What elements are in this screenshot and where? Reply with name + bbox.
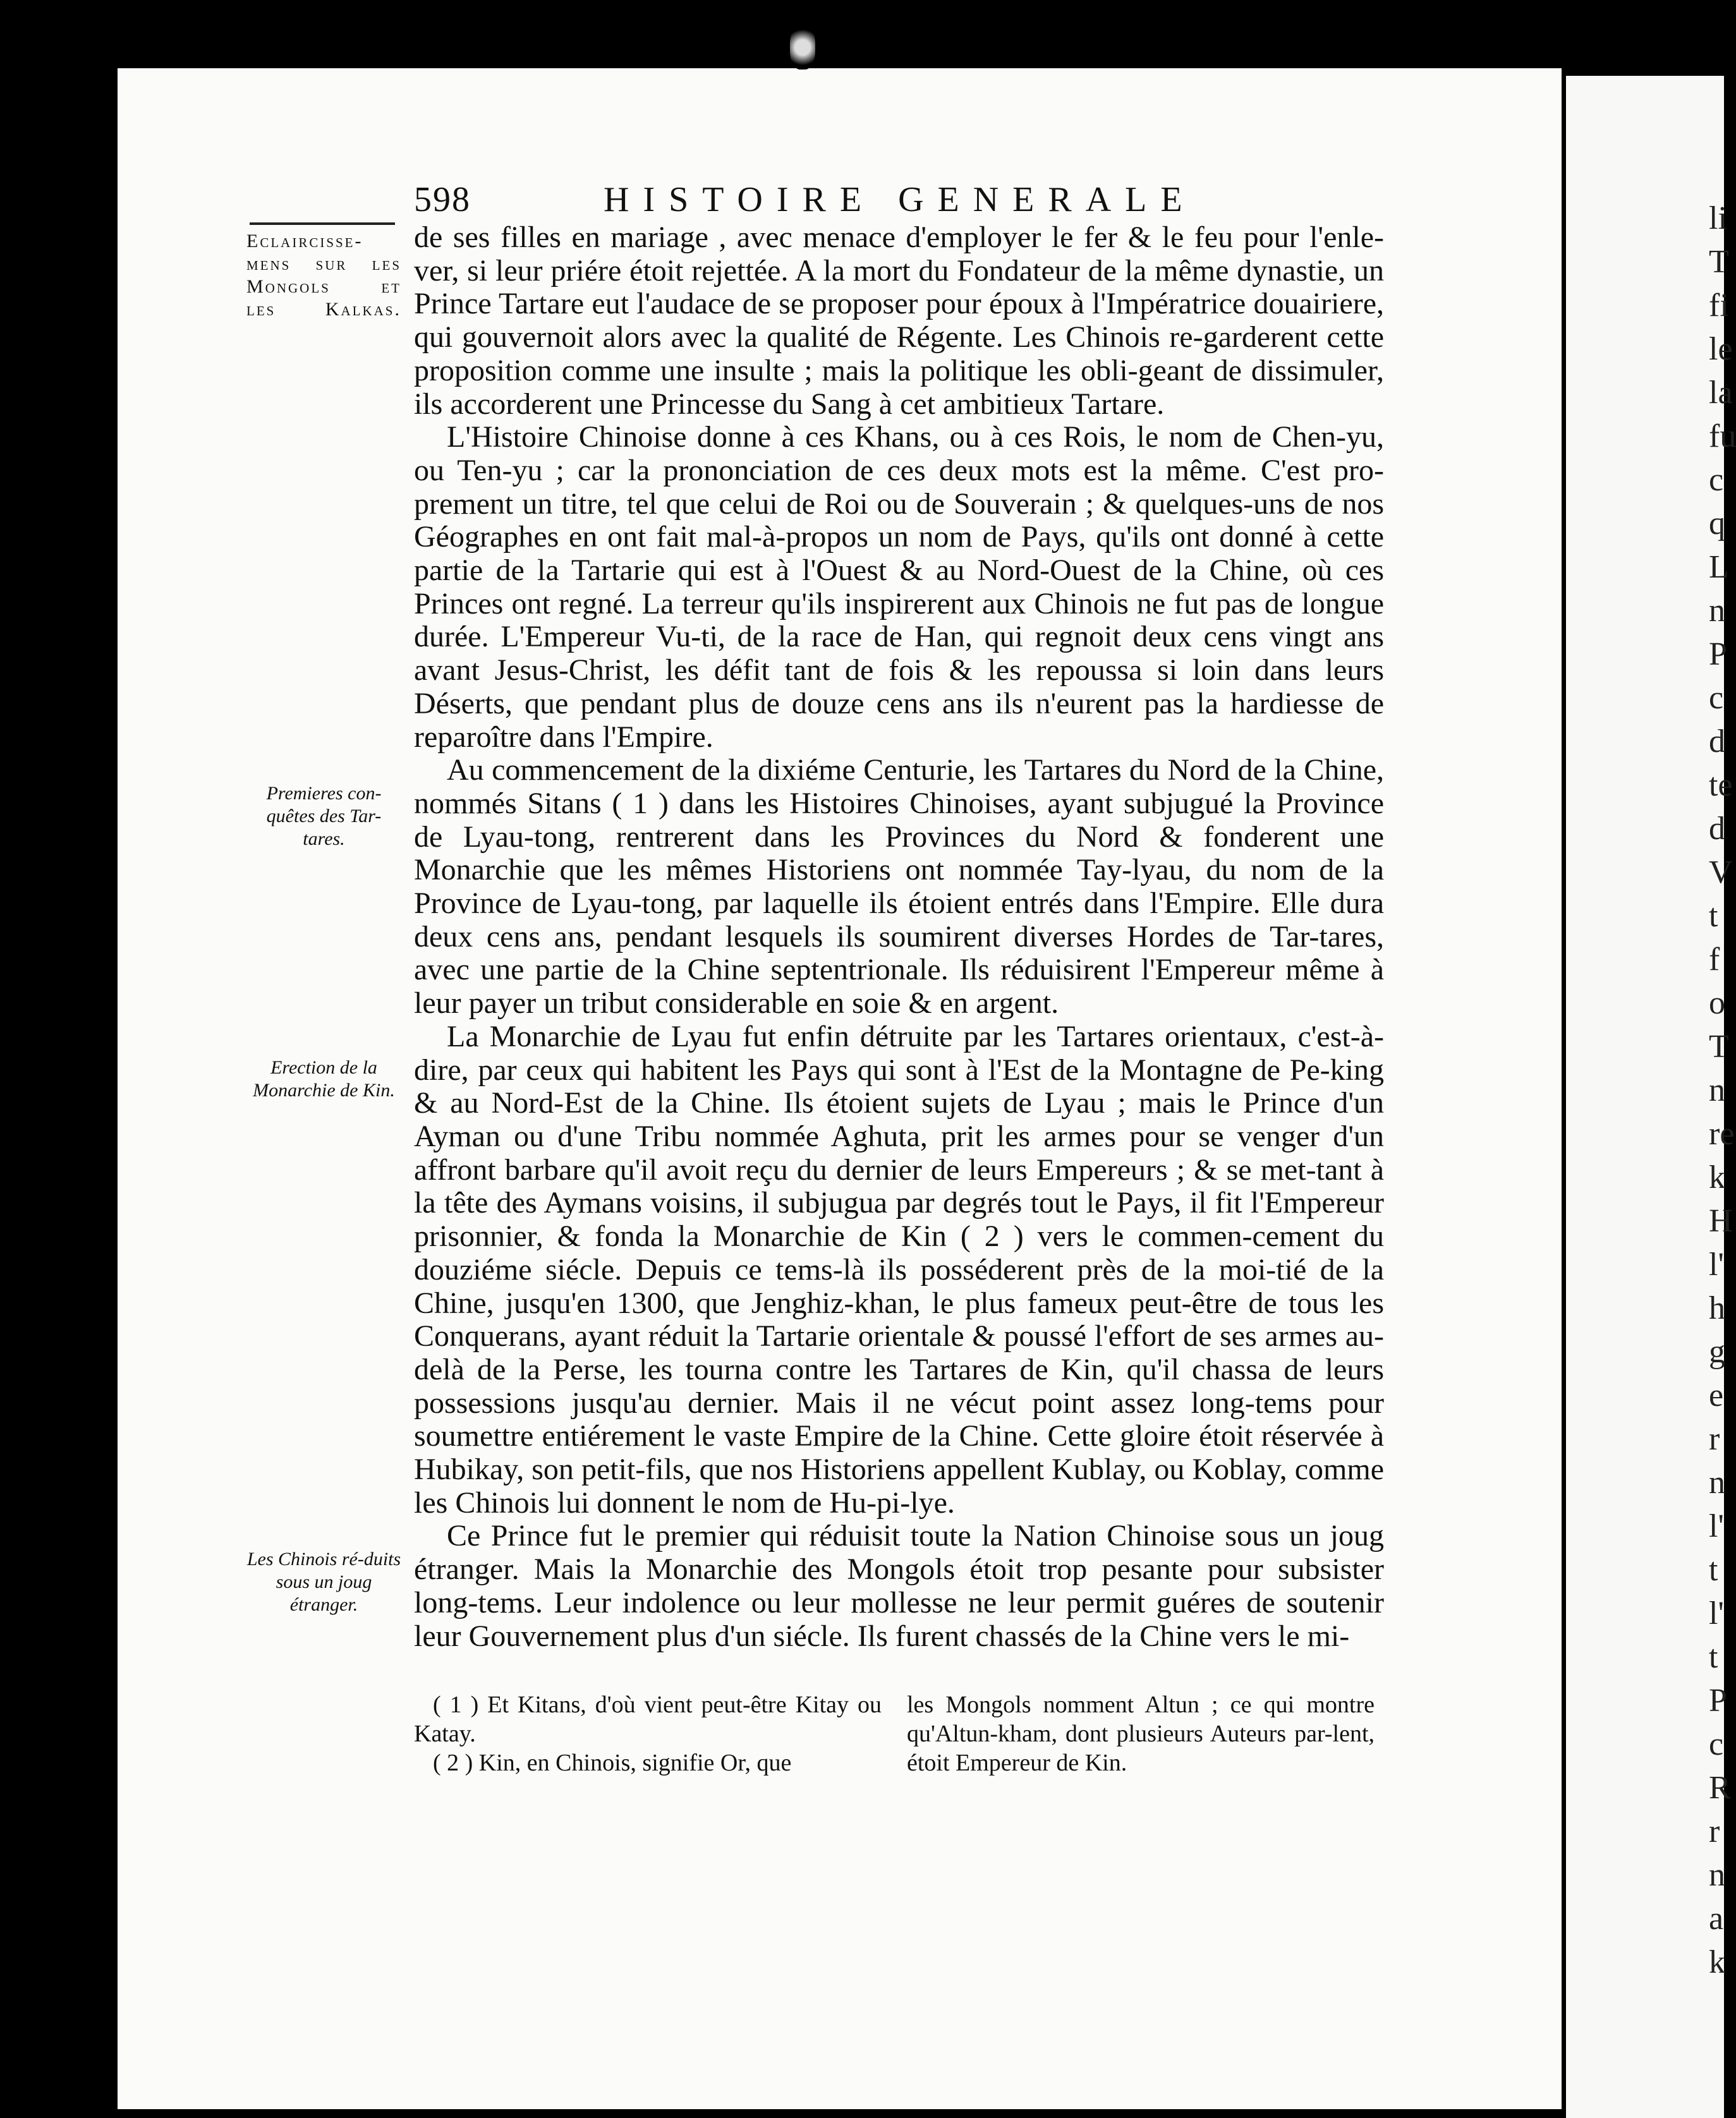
paragraph: La Monarchie de Lyau fut enfin détruite par les Tartares orientaux, c'est-à-dire, par ceux qui habitent les Pays qui sont à l'Est de la Montagne de Pe-king & au Nord-Est de la Chine. Ils étoient sujets de Lyau ; mais le Prince d'un Ayman ou d'une Tribu nommée Aghuta, prit les armes pour se venger d'un affront barbare qu'il avoit reçu du dernier de leurs Empereurs ; & se met-tant à la tête des Aymans voisins, il subjugua par degrés tout le Pays, il fit l'Empereur prisonnier, & fonda la Monarchie de Kin ( 2 ) vers le commen-cement du douziéme siécle. Depuis ce tems-là ils posséderent près de la moi-tié de la Chine, jusqu'en 1300, que Jenghiz-khan, le plus fameux peut-être de tous les Conquerans, ayant réduit la Tartarie orientale & poussé l'effort de ses armes au-delà de la Perse, les tourna contre les Tartares de Kin, qu'il chassa de leurs possessions jusqu'au dernier. Mais il ne vécut point assez long-tems pour soumettre entiérement le vaste Empire de la Chine. Cette gloire étoit réservée à Hubikay, son petit-fils, que nos Historiens appellent Kublay, ou Koblay, comme les Chinois lui donnent le nom de Hu-pi-lye. (414, 1019, 1384, 1520)
next-page-fragment: r (1709, 1421, 1720, 1457)
next-page-fragment: R (1709, 1770, 1731, 1806)
next-page-fragment: l' (1709, 1508, 1724, 1544)
next-page-fragment: r (1709, 1813, 1720, 1849)
next-page-fragment: f (1709, 941, 1720, 977)
next-page-fragment: k (1709, 1944, 1725, 1980)
next-page-fragment: t (1709, 1552, 1718, 1588)
margin-note-section-line: Mongols et (246, 276, 401, 297)
main-text (414, 221, 1384, 1653)
next-page-fragment: P (1709, 1683, 1727, 1719)
next-page-fragment: k (1709, 1159, 1725, 1195)
paragraph: L'Histoire Chinoise donne à ces Khans, ou à ces Rois, le nom de Chen-yu, ou Ten-yu ; car la prononciation de ces deux mots est la même. C'est pro-prement un titre, tel que celui de Roi ou de Souverain ; & quelques-uns de nos Géographes en ont fait mal-à-propos un nom de Pays, qu'ils ont donné à cette partie de la Tartarie qui est à l'Ouest & au Nord-Ouest de la Chine, où ces Princes ont regné. La terreur qu'ils inspirerent aux Chinois ne fut pas de longue durée. L'Empereur Vu-ti, de la race de Han, qui regnoit deux cens vingt ans avant Jesus-Christ, les défit tant de fois & les repoussa si loin dans leurs Déserts, que pendant plus de douze cens ans ils n'eurent pas la hardiesse de reparoître dans l'Empire. (414, 420, 1384, 754)
next-page-fragment: a (1709, 1901, 1724, 1937)
next-page-fragment: l' (1709, 1247, 1724, 1283)
footnotes-left-column (414, 1690, 882, 1777)
next-page-fragment: d (1709, 811, 1725, 847)
next-page-fragment: re (1709, 1116, 1735, 1152)
next-page-fragment: c (1709, 462, 1724, 498)
next-page-fragment: te (1709, 767, 1733, 803)
next-page-fragment: le (1709, 331, 1733, 367)
footnote: ( 1 ) Et Kitans, d'où vient peut-être Kitay ou Katay. (414, 1691, 882, 1747)
next-page-fragment: fu (1709, 418, 1736, 454)
next-page-fragment: o (1709, 985, 1725, 1021)
margin-note-section (246, 230, 401, 321)
margin-note-section-line: les Kalkas. (246, 299, 401, 320)
next-page-fragment: T (1709, 244, 1729, 280)
next-page-fragment: n (1709, 1857, 1725, 1893)
next-page-fragment: q (1709, 505, 1725, 542)
next-page-fragment: g (1709, 1334, 1725, 1370)
footnote: ( 2 ) Kin, en Chinois, signifie Or, que (433, 1750, 792, 1776)
next-page-fragment: t (1709, 1639, 1718, 1675)
next-page-fragment: l' (1709, 1595, 1724, 1631)
next-page-fragment: n (1709, 1465, 1725, 1501)
paragraph: de ses filles en mariage , avec menace d'employer le fer & le feu pour l'enle-ver, si leur priére étoit rejettée. A la mort du Fondateur de la même dynastie, un Prince Tartare eut l'audace de se proposer pour époux à l'Impératrice douairiere, qui gouvernoit alors avec la qualité de Régente. Les Chinois re-garderent cette proposition comme une insulte ; mais la politique les obli-geant de dissimuler, ils accorderent une Princesse du Sang à cet ambitieux Tartare. (414, 221, 1384, 421)
next-page-fragment: fi (1709, 287, 1729, 324)
next-page-fragment: e (1709, 1377, 1724, 1413)
next-page-fragment: n (1709, 593, 1725, 629)
margin-note-joug: Les Chinois ré-duits sous un joug étranger. (246, 1549, 401, 1615)
next-page-fragment: h (1709, 1290, 1725, 1326)
margin-note-section-line: Eclaircisse- (246, 231, 363, 251)
next-page-fragment: li (1709, 200, 1727, 236)
footnote: les Mongols nomment Altun ; ce qui montre qu'Altun-kham, dont plusieurs Auteurs par-lent, étoit Empereur de Kin. (907, 1691, 1375, 1776)
next-page-fragment: c (1709, 680, 1724, 716)
next-page-fragment: d (1709, 723, 1725, 759)
next-page-fragment: H (1709, 1203, 1733, 1239)
next-page-fragment: t (1709, 898, 1718, 934)
running-head (414, 179, 1387, 224)
running-title: HISTOIRE GENERALE (604, 180, 1196, 219)
next-page-fragment: n (1709, 1072, 1725, 1108)
page-number: 598 (414, 180, 471, 219)
next-page-fragment: T (1709, 1029, 1729, 1065)
next-page-fragment: la (1709, 375, 1733, 411)
next-page-edge (1566, 76, 1736, 2118)
margin-note-kin: Erection de la Monarchie de Kin. (253, 1057, 395, 1101)
paragraph: Ce Prince fut le premier qui réduisit toute la Nation Chinoise sous un joug étranger. Mais la Monarchie des Mongols étoit trop pesante pour subsister long-tems. Leur indolence ou leur mollesse ne leur permit guéres de soutenir leur Gouvernement plus d'un siécle. Ils furent chassés de la Chine vers le mi- (414, 1519, 1384, 1653)
margin-rule (250, 222, 395, 225)
binding-hole (790, 25, 815, 70)
footnotes-right-column (907, 1690, 1375, 1777)
margin-note-section-line: mens sur les (246, 253, 401, 274)
margin-note-conquetes: Premieres con-quêtes des Tar-tares. (266, 783, 382, 849)
paragraph: Au commencement de la dixiéme Centurie, les Tartares du Nord de la Chine, nommés Sitans ( 1 ) dans les Histoires Chinoises, ayant subjugué la Province de Lyau-tong, rentrerent dans les Provinces du Nord & fonderent une Monarchie que les mêmes Historiens ont nommée Tay-lyau, du nom de la Province de Lyau-tong, par laquelle ils étoient entrés dans l'Empire. Elle dura deux cens ans, pendant lesquels ils soumirent diverses Hordes de Tar-tares, avec une partie de la Chine septentrionale. Ils réduisirent l'Empereur même à leur payer un tribut considerable en soie & en argent. (414, 753, 1384, 1020)
next-page-fragment: L (1709, 549, 1729, 585)
next-page-fragment: V (1709, 854, 1733, 890)
next-page-fragment: c (1709, 1726, 1724, 1762)
next-page-fragment: P (1709, 636, 1727, 672)
